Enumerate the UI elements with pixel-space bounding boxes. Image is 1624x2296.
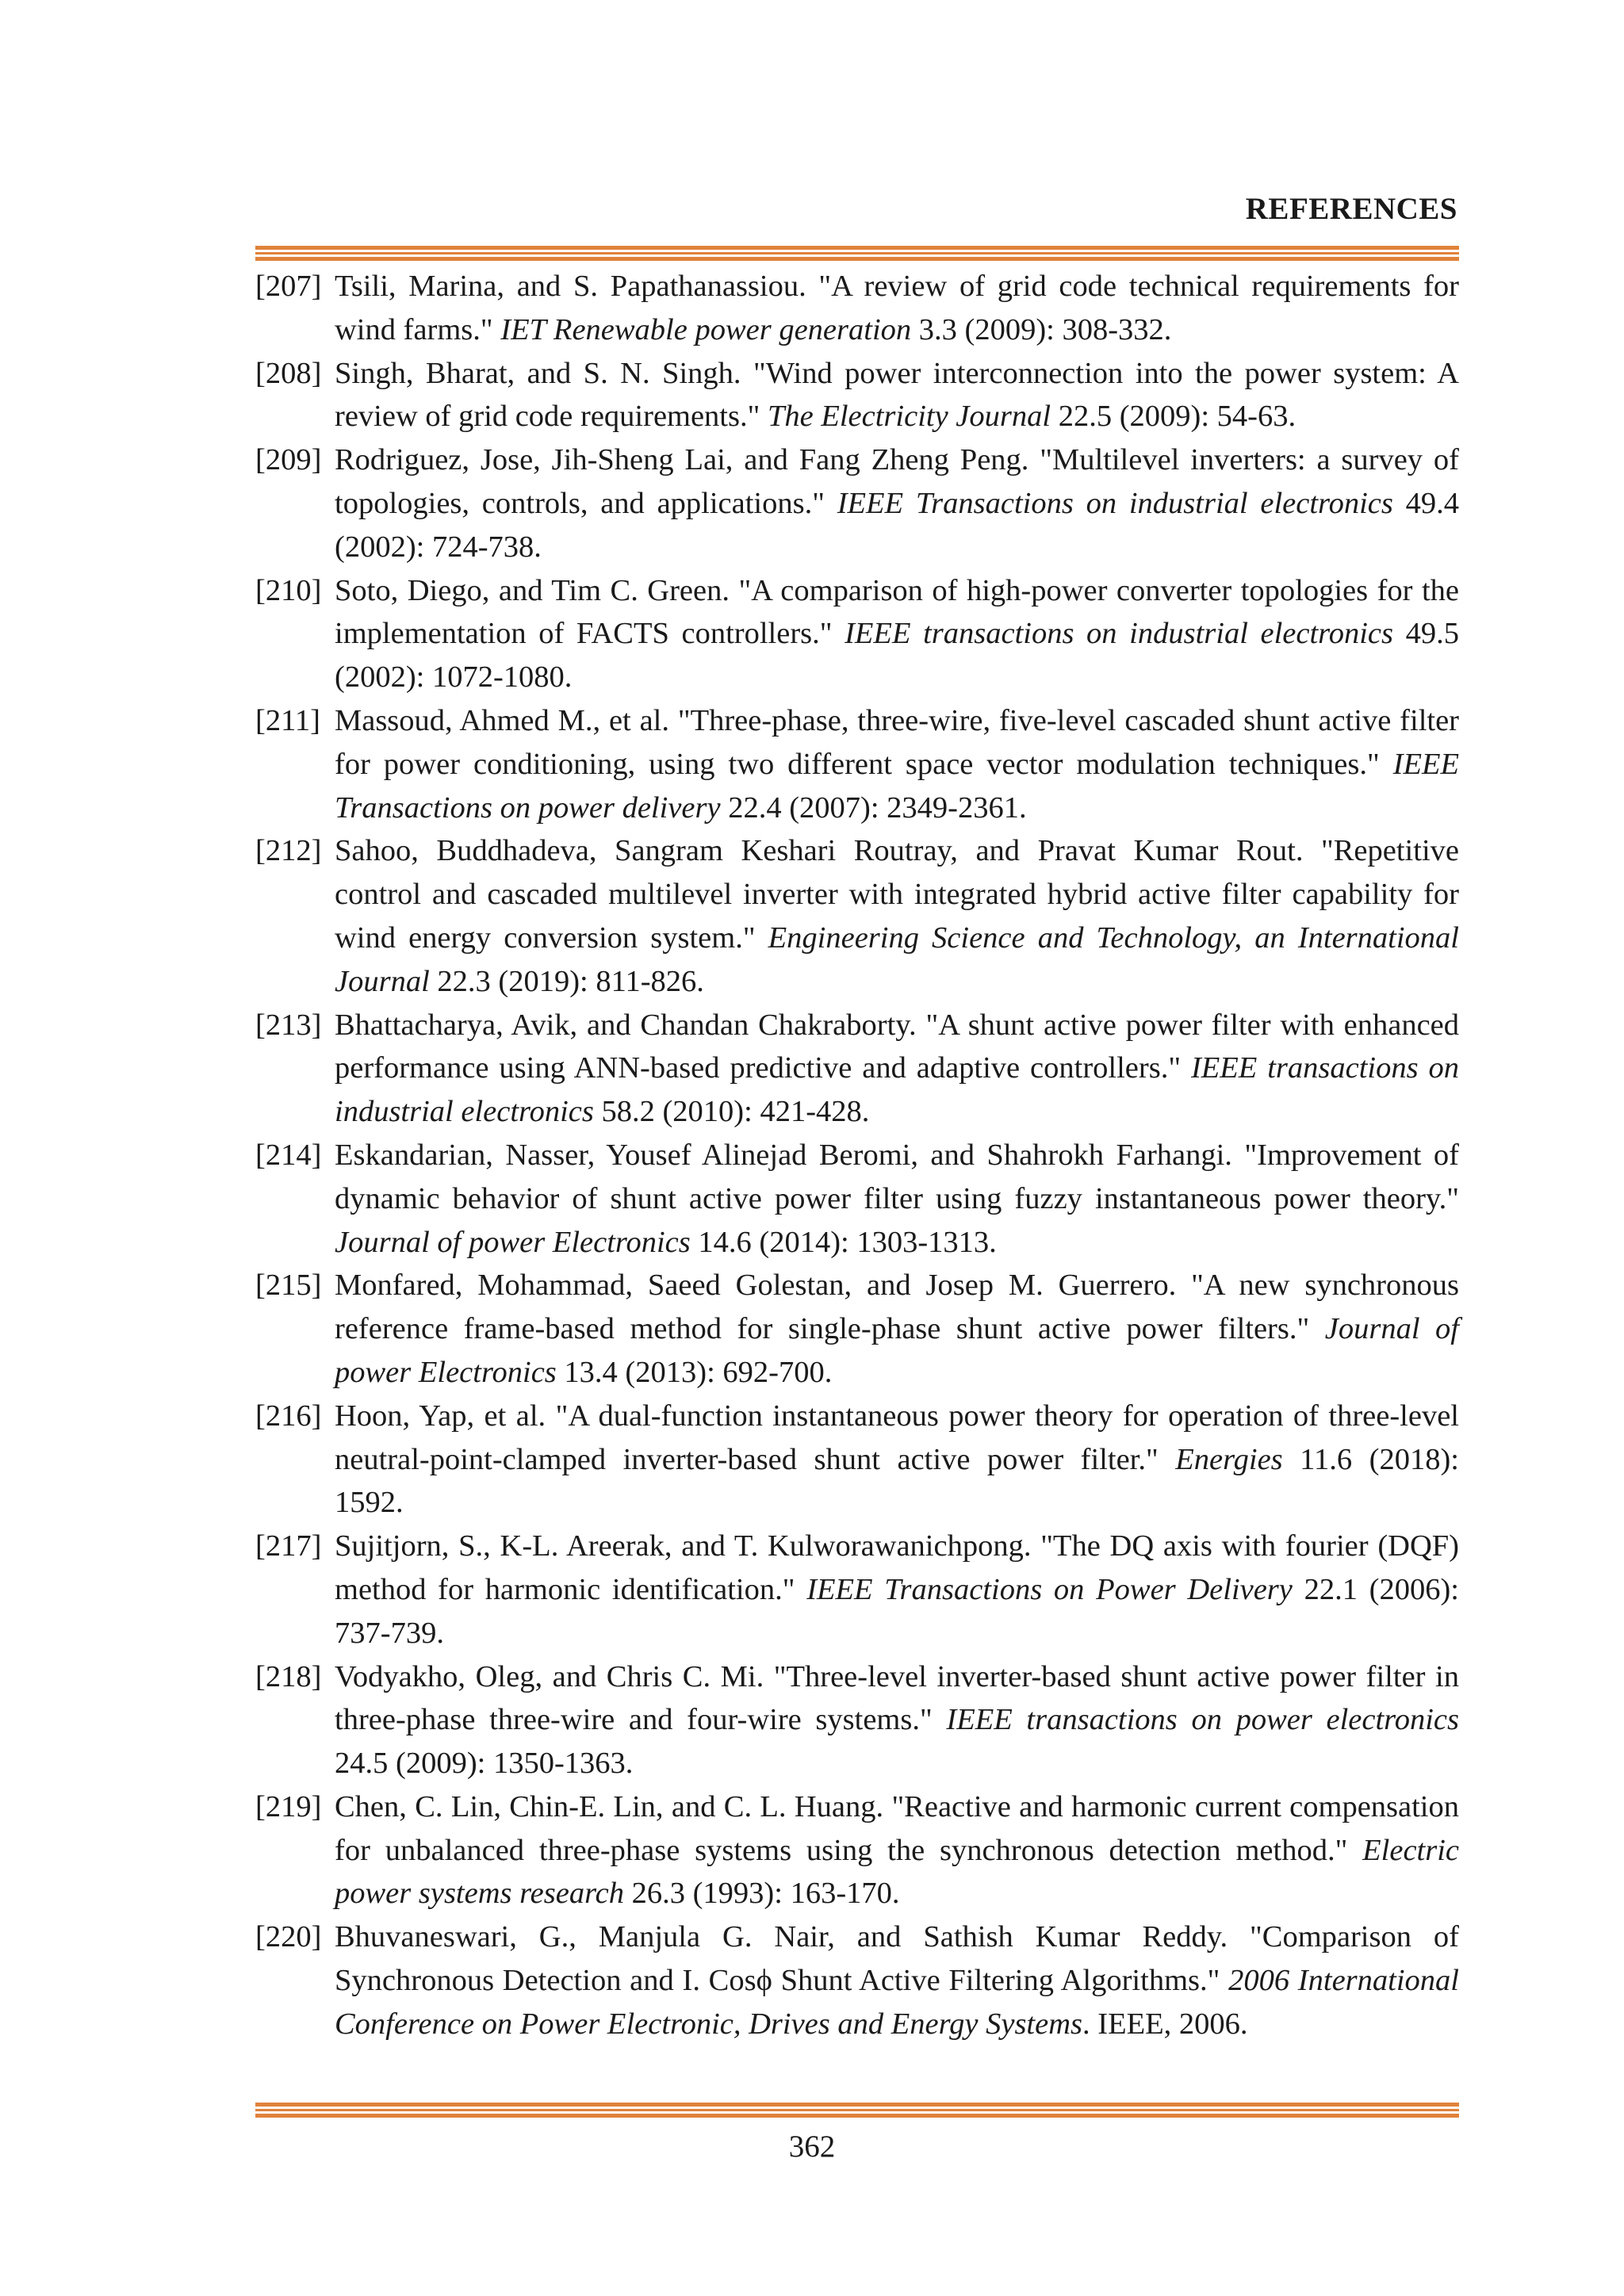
reference-text: Bhuvaneswari, G., Manjula G. Nair, and Sathish Kumar Reddy. "Comparison of Synchronous Detection and I. Cosϕ Shunt Active Filtering Algorithms." [335,1920,1459,1998]
header-divider [255,246,1459,262]
reference-journal: IEEE transactions on industrial electronics [335,1051,1460,1129]
reference-journal: IEEE Transactions on power delivery [335,747,1459,825]
reference-journal: Journal of power Electronics [335,1312,1460,1389]
reference-text: Monfared, Mohammad, Saeed Golestan, and Josep M. Guerrero. "A new synchronous reference frame-based method for single-phase shunt active power filters." [335,1269,1459,1346]
reference-item [255,438,1459,568]
reference-details: . IEEE, 2006. [1082,2007,1248,2041]
reference-journal: IEEE Transactions on Power Delivery [806,1572,1293,1606]
page-number: 362 [788,2130,836,2164]
reference-journal: Electric power systems research [335,1833,1459,1911]
reference-text: Singh, Bharat, and S. N. Singh. "Wind power interconnection into the power system: A review of grid code requirements." [335,356,1459,434]
reference-item [255,265,1459,352]
reference-journal: The Electricity Journal [767,400,1051,434]
reference-number: [213] [255,1008,322,1042]
reference-text: Bhattacharya, Avik, and Chandan Chakraborty. "A shunt active power filter with enhanced performance using ANN-based predictive and adaptive controllers." [335,1008,1459,1085]
reference-number: [211] [255,703,320,737]
reference-text: Vodyakho, Oleg, and Chris C. Mi. "Three-level inverter-based shunt active power filter in three-phase three-wire and four-wire systems." [335,1659,1459,1737]
reference-details: 22.5 (2009): 54-63. [1051,400,1297,434]
reference-text: Eskandarian, Nasser, Yousef Alinejad Beromi, and Shahrokh Farhangi. "Improvement of dynamic behavior of shunt active power filter using fuzzy instantaneous power theory." [335,1138,1459,1215]
reference-item [255,1525,1459,1655]
reference-item [255,829,1459,1003]
reference-item [255,352,1459,439]
reference-item [255,569,1459,699]
reference-number: [214] [255,1138,322,1172]
reference-journal: IET Renewable power generation [500,312,912,346]
reference-journal: IEEE transactions on industrial electronics [845,617,1394,651]
reference-number: [215] [255,1269,322,1303]
reference-item [255,1004,1459,1134]
reference-text: Sahoo, Buddhadeva, Sangram Keshari Routray, and Pravat Kumar Rout. "Repetitive control and cascaded multilevel inverter with integrated hybrid active filter capability for wind energy conversion system." [335,834,1459,955]
reference-item [255,1134,1459,1264]
reference-number: [207] [255,270,322,303]
reference-journal: Energies [1175,1442,1283,1476]
reference-text: Sujitjorn, S., K-L. Areerak, and T. Kulworawanichpong. "The DQ axis with fourier (DQF) method for harmonic identification." [335,1529,1459,1606]
reference-item [255,1264,1459,1394]
reference-details: 26.3 (1993): 163-170. [623,1877,900,1911]
reference-journal: IEEE transactions on power electronics [946,1703,1459,1737]
footer-divider [255,2103,1459,2118]
reference-journal: IEEE Transactions on industrial electronics [837,486,1393,520]
reference-details: 49.4 (2002): 724-738. [335,486,1459,564]
reference-details: 11.6 (2018): 1592. [335,1442,1459,1520]
reference-details: 22.1 (2006): 737-739. [335,1572,1460,1650]
reference-details: 49.5 (2002): 1072-1080. [335,617,1459,695]
reference-text: Tsili, Marina, and S. Papathanassiou. "A review of grid code technical requirements for wind farms." [335,270,1459,346]
reference-item [255,699,1459,829]
reference-text: Soto, Diego, and Tim C. Green. "A comparison of high-power converter topologies for the implementation of FACTS controllers." [335,573,1459,651]
reference-number: [219] [255,1789,322,1823]
reference-journal: Engineering Science and Technology, an International Journal [335,920,1459,998]
reference-number: [216] [255,1399,322,1433]
reference-details: 3.3 (2009): 308-332. [911,312,1172,346]
reference-details: 14.6 (2014): 1303-1313. [690,1225,997,1259]
reference-number: [218] [255,1659,322,1693]
reference-number: [209] [255,443,322,477]
reference-item [255,1915,1459,2045]
reference-text: Rodriguez, Jose, Jih-Sheng Lai, and Fang Zheng Peng. "Multilevel inverters: a survey of topologies, controls, and applications." [335,443,1459,520]
reference-text: Hoon, Yap, et al. "A dual-function instantaneous power theory for operation of three-level neutral-point-clamped inverter-based shunt active power filter." [335,1399,1459,1476]
reference-details: 58.2 (2010): 421-428. [593,1095,870,1129]
reference-details: 22.4 (2007): 2349-2361. [720,790,1027,825]
section-title: REFERENCES [1245,192,1457,226]
reference-text: Massoud, Ahmed M., et al. "Three-phase, three-wire, five-level cascaded shunt active filter for power conditioning, using two different space vector modulation techniques." [335,703,1459,781]
reference-details: 13.4 (2013): 692-700. [556,1355,833,1389]
reference-number: [220] [255,1920,322,1954]
reference-list [255,265,1459,2046]
reference-journal: 2006 International Conference on Power Electronic, Drives and Energy Systems [335,1964,1459,2041]
reference-details: 22.3 (2019): 811-826. [429,964,704,998]
reference-item [255,1785,1459,1915]
reference-number: [208] [255,356,322,390]
reference-number: [212] [255,834,322,868]
reference-number: [217] [255,1529,322,1563]
reference-item [255,1395,1459,1525]
reference-number: [210] [255,573,322,607]
reference-details: 24.5 (2009): 1350-1363. [335,1747,634,1781]
reference-text: Chen, C. Lin, Chin-E. Lin, and C. L. Huang. "Reactive and harmonic current compensation for unbalanced three-phase systems using the synchronous detection method." [335,1789,1459,1867]
reference-item [255,1655,1459,1785]
reference-journal: Journal of power Electronics [335,1225,691,1259]
